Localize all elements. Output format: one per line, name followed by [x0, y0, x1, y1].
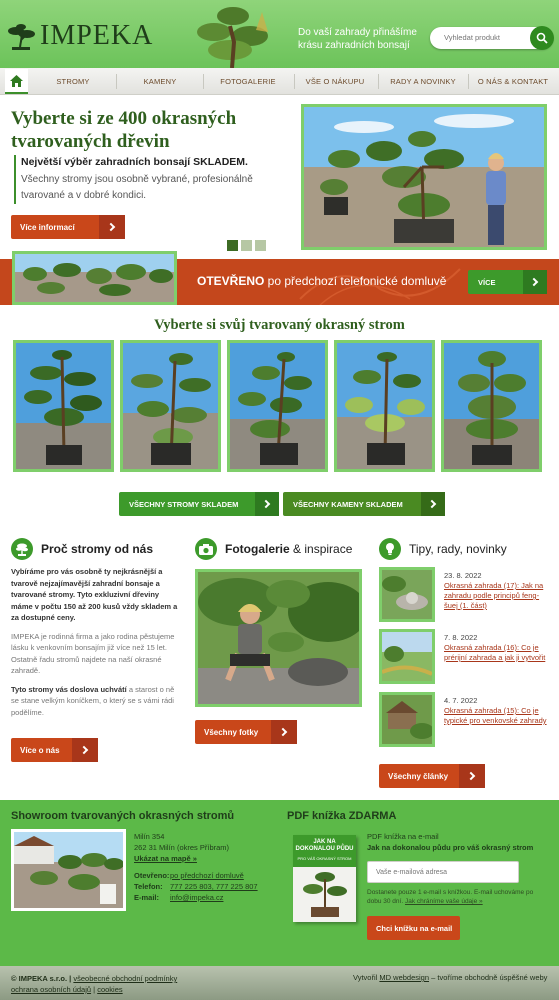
gallery-title-a: Fotogalerie: [225, 542, 290, 556]
why-title: Proč stromy od nás: [41, 542, 154, 556]
all-photos-label: Všechny fotky: [204, 727, 259, 737]
phone-value[interactable]: 777 225 803, 777 225 807: [170, 882, 258, 891]
hero-lead: Největší výběr zahradních bonsají SKLADEM.: [21, 156, 248, 168]
credit-link[interactable]: MD webdesign: [379, 973, 430, 982]
nav-item-stromy[interactable]: STROMY: [56, 77, 90, 86]
nav-item-fotogalerie[interactable]: FOTOGALERIE: [220, 77, 276, 86]
all-articles-label: Všechny články: [388, 771, 449, 781]
showroom-title: Showroom tvarovaných okrasných stromů: [11, 810, 235, 822]
pdf-text: [367, 831, 547, 853]
bonsai-icon: [11, 538, 33, 560]
news-link[interactable]: Okrasná zahrada (16): Co je prérijní zahrada a jak ji vytvořit: [444, 643, 546, 662]
cookies-link[interactable]: cookies: [97, 985, 123, 994]
get-book-button[interactable]: [367, 916, 460, 940]
privacy-link[interactable]: Jak chráníme vaše údaje »: [404, 898, 483, 905]
bonsai-logo-icon: [6, 22, 36, 50]
tree-card[interactable]: [334, 340, 435, 472]
hero-title: Vyberte si ze 400 okrasných tvarovaných dřevin: [11, 108, 237, 152]
banner-text-rest: po předchozí telefonické domluvě: [264, 274, 447, 288]
address-line-2: 262 31 Milín (okres Příbram): [134, 843, 230, 852]
all-stones-button[interactable]: [283, 492, 445, 516]
email-value[interactable]: info@impeka.cz: [170, 893, 224, 902]
lightbulb-icon: [379, 538, 401, 560]
why-text: [11, 566, 181, 725]
gallery-title-b: & inspirace: [289, 542, 353, 556]
nav-divider: [294, 74, 295, 89]
tagline-line-1: Do vaší zahrady přinášíme: [298, 27, 417, 38]
showroom-photo: [11, 829, 126, 911]
search-input[interactable]: [444, 33, 530, 42]
search-box: [430, 27, 553, 49]
chevron-right-icon: [271, 720, 297, 744]
tree-card[interactable]: [13, 340, 114, 472]
all-articles-button[interactable]: [379, 764, 485, 788]
about-us-label: Více o nás: [20, 745, 60, 755]
hero-photo: [301, 104, 547, 250]
camera-icon: [195, 538, 217, 560]
map-link[interactable]: Ukázat na mapě »: [134, 854, 197, 863]
tree-card[interactable]: [120, 340, 221, 472]
more-info-button[interactable]: [11, 215, 125, 239]
header-bonsai-image: [190, 2, 276, 68]
footer-separator: |: [93, 985, 96, 994]
all-photos-button[interactable]: [195, 720, 297, 744]
chevron-right-icon: [523, 270, 547, 294]
slider-dot-1[interactable]: [227, 240, 238, 251]
footer-copyright: © IMPEKA s.r.o. |: [11, 974, 72, 983]
email-label: E-mail:: [134, 893, 160, 902]
news-thumbnail[interactable]: [379, 692, 435, 747]
footer-links: [11, 973, 177, 995]
nav-item-kontakt[interactable]: O NÁS & KONTAKT: [477, 77, 549, 86]
book-title-band: [293, 835, 356, 867]
phone-label: Telefon:: [134, 882, 163, 891]
tree-card[interactable]: [227, 340, 328, 472]
slider-dot-2[interactable]: [241, 240, 252, 251]
terms-link[interactable]: všeobecné obchodní podmínky: [73, 974, 178, 983]
all-trees-button[interactable]: [119, 492, 279, 516]
banner-more-label: VÍCE: [478, 277, 496, 287]
header-tagline: [298, 26, 417, 52]
hero-text: Všechny stromy jsou osobně vybrané, profesionálně tvarované a v dobré kondici.: [21, 174, 253, 201]
logo[interactable]: [6, 20, 153, 52]
brand-name: IMPEKA: [40, 20, 154, 51]
email-input[interactable]: Vaše e-mailová adresa: [367, 861, 519, 883]
home-icon: [10, 75, 23, 87]
footer-credit: [353, 973, 547, 982]
news-date: 4. 7. 2022: [444, 696, 478, 705]
book-title: JAK NA DOKONALOU PŮDU: [295, 839, 354, 852]
banner-photo: [12, 251, 177, 305]
why-paragraph-3-rest: a starost o ně se stane velkým koníčkem, o který se s vámi rádi podělíme.: [11, 684, 175, 717]
main-nav: [0, 68, 559, 95]
nav-divider: [116, 74, 117, 89]
opening-row: [134, 870, 258, 881]
about-us-button[interactable]: [11, 738, 98, 762]
nav-divider: [378, 74, 379, 89]
hero-intro: [14, 155, 284, 204]
nav-divider: [468, 74, 469, 89]
news-date: 7. 8. 2022: [444, 633, 478, 642]
why-paragraph-1: Vybíráme pro vás osobně ty nejkrásnější a tvarově nejzajímavější zahradní bonsaje a tvarované stromy. Tyto exkluzivní dřeviny máme v počtu 150 až 200 kusů vždy skladem a za dostupné ceny.: [11, 567, 178, 622]
banner-more-button[interactable]: [468, 270, 547, 294]
pdf-title: PDF knížka ZDARMA: [287, 810, 397, 822]
nav-home[interactable]: [5, 69, 28, 94]
book-subtitle: PRO VÁŠ OKRASNÝ STROM: [297, 856, 352, 861]
tagline-line-2: krásu zahradních bonsají: [298, 40, 410, 51]
search-icon: [536, 32, 548, 44]
opening-value[interactable]: po předchozí domluvě: [170, 871, 244, 880]
chevron-right-icon: [459, 764, 485, 788]
showroom-info: [134, 831, 258, 903]
slider-dots: [227, 240, 266, 251]
nav-item-rady[interactable]: RADY A NOVINKY: [390, 77, 456, 86]
search-button[interactable]: [530, 26, 554, 50]
gallery-photo[interactable]: [195, 569, 362, 707]
pdf-line-1: PDF knížka na e-mail: [367, 832, 439, 841]
phone-row: [134, 881, 258, 892]
pdf-note: [367, 888, 545, 906]
pdf-line-2: Jak na dokonalou půdu pro váš okrasný strom: [367, 843, 534, 852]
email-row: [134, 892, 258, 903]
opening-label: Otevřeno:: [134, 871, 170, 880]
news-item[interactable]: [379, 567, 549, 622]
credit-suffix: – tvoříme obchodně úspěšné weby: [431, 973, 548, 982]
nav-item-nakup[interactable]: VŠE O NÁKUPU: [305, 77, 365, 86]
news-thumbnail[interactable]: [379, 567, 435, 622]
nav-item-kameny[interactable]: KAMENY: [143, 77, 177, 86]
banner-text: [197, 274, 446, 288]
all-stones-label: VŠECHNY KAMENY SKLADEM: [293, 499, 403, 509]
why-paragraph-3-bold: Tyto stromy vás doslova uchvátí: [11, 684, 127, 694]
why-paragraph-2: IMPEKA je rodinná firma a jako rodina pěstujeme lásku k venkovním bonsajím již více než 15 let. Ostatně řadu stromů najdete na naší okrasné zahradě.: [11, 631, 175, 675]
privacy-policy-link[interactable]: ochrana osobních údajů: [11, 985, 92, 994]
all-trees-label: VŠECHNY STROMY SKLADEM: [129, 499, 239, 509]
slider-dot-3[interactable]: [255, 240, 266, 251]
chevron-right-icon: [72, 738, 98, 762]
more-info-label: Více informací: [20, 222, 75, 232]
pdf-book-cover: [293, 835, 356, 922]
news-thumbnail[interactable]: [379, 629, 435, 684]
credit-prefix: Vytvořil: [353, 973, 378, 982]
news-link[interactable]: Okrasná zahrada (17): Jak na zahradu podle principů feng-šuej (1. část): [444, 581, 544, 610]
chevron-right-icon: [99, 215, 125, 239]
news-link[interactable]: Okrasná zahrada (15): Co je typické pro venkovské zahrady: [444, 706, 547, 725]
tree-card[interactable]: [441, 340, 542, 472]
news-date: 23. 8. 2022: [444, 571, 482, 580]
pdf-note-text: Dostanete pouze 1 e-mail s knížkou. E-mail uchováme po dobu 30 dní.: [367, 889, 534, 905]
tips-title: Tipy, rady, novinky: [409, 542, 507, 556]
nav-divider: [203, 74, 204, 89]
banner-text-bold: OTEVŘENO: [197, 274, 265, 288]
chevron-right-icon: [421, 492, 445, 516]
trees-section-title: Vyberte si svůj tvarovaný okrasný strom: [154, 317, 405, 333]
gallery-title: [225, 542, 352, 556]
news-item[interactable]: [379, 629, 549, 684]
chevron-right-icon: [255, 492, 279, 516]
address-line-1: Milín 354: [134, 832, 165, 841]
get-book-label: Chci knížku na e-mail: [376, 923, 453, 933]
news-item[interactable]: [379, 692, 549, 747]
